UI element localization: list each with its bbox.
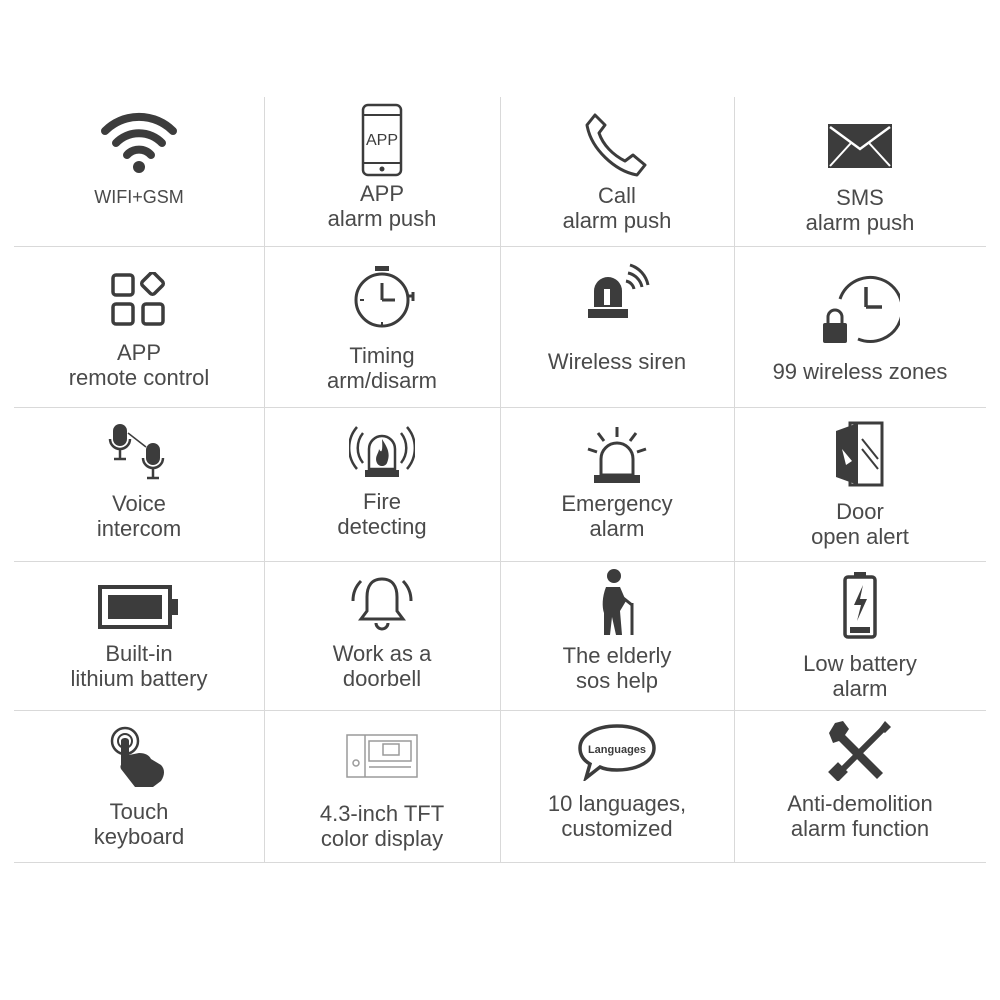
feature-call-alarm-push <box>500 111 734 233</box>
feature-label: Fire detecting <box>337 489 427 539</box>
feature-99-wireless-zones <box>734 273 986 384</box>
feature-label: Door open alert <box>811 499 909 549</box>
feature-label: Wireless siren <box>547 349 687 374</box>
feature-built-in-lithium-battery <box>14 585 264 691</box>
siren-icon <box>584 263 650 329</box>
wifi-icon <box>101 109 177 175</box>
beacon-icon <box>584 425 650 487</box>
feature-10-languages <box>500 723 734 841</box>
feature-label: Timing arm/disarm <box>326 343 437 393</box>
feature-door-open-alert <box>734 419 986 549</box>
touch-finger-icon <box>109 725 169 789</box>
languages-bubble-icon <box>576 723 658 781</box>
feature-label: WIFI+GSM <box>94 187 184 207</box>
feature-label: Touch keyboard <box>93 799 185 849</box>
grid-divider <box>14 710 986 711</box>
phone-app-icon <box>360 103 404 177</box>
tools-icon <box>827 719 893 781</box>
feature-label: APP remote control <box>68 340 210 390</box>
telephone-icon <box>585 111 649 177</box>
feature-label: SMS alarm push <box>805 185 915 235</box>
stopwatch-icon <box>349 265 415 329</box>
feature-label: The elderly sos help <box>562 643 672 693</box>
tft-display-icon <box>345 733 419 779</box>
clock-lock-icon <box>820 273 900 347</box>
feature-label: 10 languages, customized <box>547 791 687 841</box>
svg-text:Languages: Languages <box>587 744 647 756</box>
battery-icon <box>98 585 180 629</box>
feature-wifi-gsm <box>14 109 264 210</box>
feature-app-remote-control <box>14 272 264 390</box>
feature-label: Work as a doorbell <box>332 641 432 691</box>
feature-emergency-alarm <box>500 425 734 541</box>
bell-icon <box>349 573 415 635</box>
feature-fire-detecting <box>264 423 500 539</box>
feature-low-battery-alarm <box>734 571 986 701</box>
svg-text:APP: APP <box>365 132 399 149</box>
feature-elderly-sos-help <box>500 567 734 693</box>
feature-label: Anti-demolition alarm function <box>787 791 933 841</box>
feature-touch-keyboard <box>14 725 264 849</box>
fire-alarm-icon <box>349 423 415 483</box>
feature-label: APP alarm push <box>327 181 437 231</box>
feature-grid <box>14 97 986 863</box>
feature-voice-intercom <box>14 421 264 541</box>
feature-wireless-siren <box>500 263 734 374</box>
feature-work-as-a-doorbell <box>264 573 500 691</box>
feature-label: Emergency alarm <box>561 491 673 541</box>
low-battery-icon <box>842 571 878 639</box>
envelope-icon <box>827 123 893 169</box>
feature-sms-alarm-push <box>734 123 986 235</box>
grid-divider <box>14 246 986 247</box>
feature-label: Voice intercom <box>96 491 182 541</box>
feature-tft-color-display <box>264 733 500 851</box>
feature-label: 99 wireless zones <box>772 359 948 384</box>
feature-anti-demolition-alarm <box>734 719 986 841</box>
feature-label: Call alarm push <box>562 183 672 233</box>
feature-timing-arm-disarm <box>264 265 500 393</box>
elderly-person-icon <box>592 567 642 637</box>
grid-divider <box>14 407 986 408</box>
feature-app-alarm-push <box>264 103 500 231</box>
grid-divider <box>14 862 986 863</box>
feature-label: Low battery alarm <box>803 651 917 701</box>
feature-label: 4.3-inch TFT color display <box>319 801 445 851</box>
feature-label: Built-in lithium battery <box>70 641 208 691</box>
app-grid-icon <box>110 272 168 328</box>
door-open-icon <box>832 419 888 489</box>
microphones-icon <box>108 421 170 483</box>
grid-divider <box>14 561 986 562</box>
